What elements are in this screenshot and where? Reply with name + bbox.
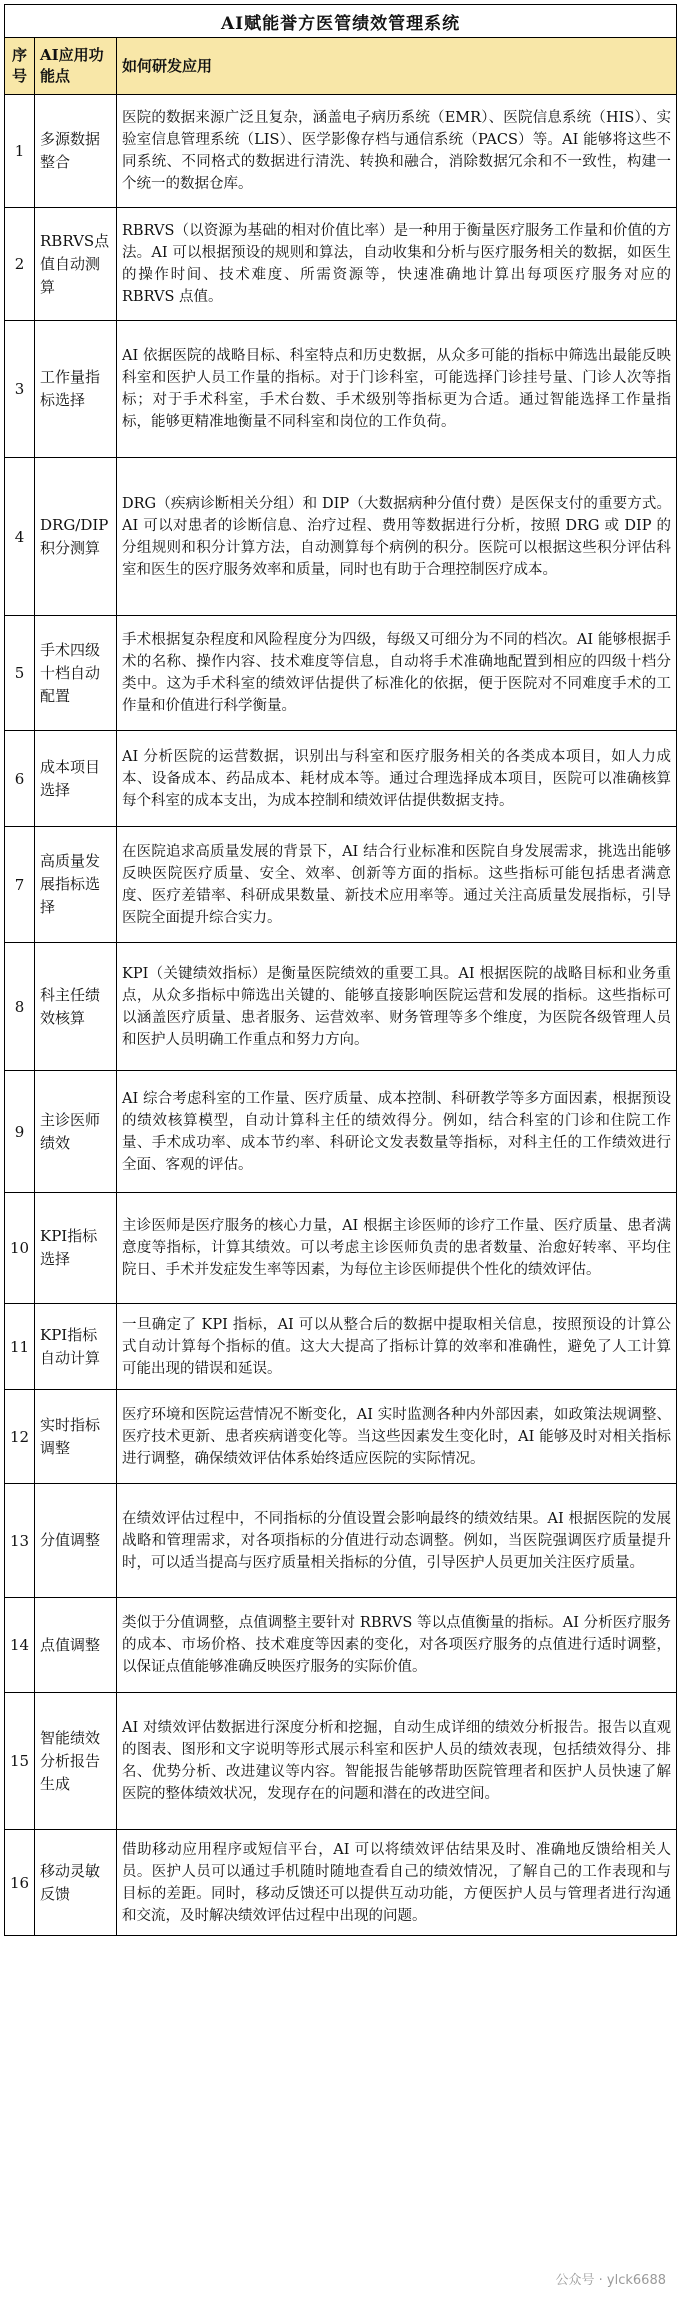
row-function-name: RBRVS点值自动测算 xyxy=(35,208,117,321)
row-number: 14 xyxy=(5,1598,35,1693)
row-number: 4 xyxy=(5,458,35,616)
header-desc: 如何研发应用 xyxy=(117,38,677,95)
table-row xyxy=(5,1390,677,1484)
row-description: AI 综合考虑科室的工作量、医疗质量、成本控制、科研教学等多方面因素，根据预设的绩效核算模型，自动计算科主任的绩效得分。例如，结合科室的门诊和住院工作量、手术成功率、成本节约率、科研论文发表数量等指标，对科主任的工作绩效进行全面、客观的评估。 xyxy=(117,1071,677,1193)
table-row xyxy=(5,1193,677,1304)
table-row xyxy=(5,731,677,827)
row-description: 医疗环境和医院运营情况不断变化，AI 实时监测各种内外部因素，如政策法规调整、医疗技术更新、患者疾病谱变化等。当这些因素发生变化时，AI 能够及时对相关指标进行调整，确保绩效评估体系始终适应医院的实际情况。 xyxy=(117,1390,677,1484)
row-function-name: 手术四级十档自动配置 xyxy=(35,616,117,731)
header-no: 序号 xyxy=(5,38,35,95)
table-row xyxy=(5,1598,677,1693)
row-description: 手术根据复杂程度和风险程度分为四级，每级又可细分为不同的档次。AI 能够根据手术的名称、操作内容、技术难度等信息，自动将手术准确地配置到相应的四级十档分类中。这为手术科室的绩效评估提供了标准化的依据，便于医院对不同难度手术的工作量和价值进行科学衡量。 xyxy=(117,616,677,731)
performance-table-sheet xyxy=(4,4,676,2296)
row-number: 12 xyxy=(5,1390,35,1484)
table-body xyxy=(5,95,677,1936)
row-function-name: 工作量指标选择 xyxy=(35,321,117,458)
table-row xyxy=(5,1304,677,1390)
row-function-name: 成本项目选择 xyxy=(35,731,117,827)
row-number: 7 xyxy=(5,827,35,943)
row-function-name: DRG/DIP积分测算 xyxy=(35,458,117,616)
table-row xyxy=(5,1484,677,1598)
row-number: 8 xyxy=(5,943,35,1071)
table-row xyxy=(5,458,677,616)
table-row xyxy=(5,943,677,1071)
table-header-row xyxy=(5,38,677,95)
row-description: 一旦确定了 KPI 指标，AI 可以从整合后的数据中提取相关信息，按照预设的计算公式自动计算每个指标的值。这大大提高了指标计算的效率和准确性，避免了人工计算可能出现的错误和延误。 xyxy=(117,1304,677,1390)
row-number: 11 xyxy=(5,1304,35,1390)
row-number: 16 xyxy=(5,1830,35,1936)
row-function-name: 分值调整 xyxy=(35,1484,117,1598)
row-number: 1 xyxy=(5,95,35,208)
row-description: AI 依据医院的战略目标、科室特点和历史数据，从众多可能的指标中筛选出最能反映科室和医护人员工作量的指标。对于门诊科室，可能选择门诊挂号量、门诊人次等指标；对于手术科室，手术台数、手术级别等指标更为合适。通过智能选择工作量指标，能够更精准地衡量不同科室和岗位的工作负荷。 xyxy=(117,321,677,458)
row-description: AI 对绩效评估数据进行深度分析和挖掘，自动生成详细的绩效分析报告。报告以直观的图表、图形和文字说明等形式展示科室和医护人员的绩效表现，包括绩效得分、排名、优势分析、改进建议等内容。智能报告能够帮助医院管理者和医护人员快速了解医院的整体绩效状况，发现存在的问题和潜在的改进空间。 xyxy=(117,1693,677,1830)
row-function-name: 主诊医师绩效 xyxy=(35,1071,117,1193)
row-description: 主诊医师是医疗服务的核心力量，AI 根据主诊医师的诊疗工作量、医疗质量、患者满意度等指标，计算其绩效。可以考虑主诊医师负责的患者数量、治愈好转率、平均住院日、手术并发症发生率等因素，为每位主诊医师提供个性化的绩效评估。 xyxy=(117,1193,677,1304)
row-function-name: 智能绩效分析报告生成 xyxy=(35,1693,117,1830)
row-number: 10 xyxy=(5,1193,35,1304)
table-row xyxy=(5,616,677,731)
row-number: 15 xyxy=(5,1693,35,1830)
table-row xyxy=(5,208,677,321)
row-number: 2 xyxy=(5,208,35,321)
watermark: 公众号 · ylck6688 xyxy=(555,2273,666,2288)
row-function-name: 点值调整 xyxy=(35,1598,117,1693)
row-function-name: 高质量发展指标选择 xyxy=(35,827,117,943)
row-number: 3 xyxy=(5,321,35,458)
table-row xyxy=(5,321,677,458)
row-function-name: 移动灵敏反馈 xyxy=(35,1830,117,1936)
row-description: 在医院追求高质量发展的背景下，AI 结合行业标准和医院自身发展需求，挑选出能够反映医院医疗质量、安全、效率、创新等方面的指标。这些指标可能包括患者满意度、医疗差错率、科研成果数量、新技术应用率等。通过关注高质量发展指标，引导医院全面提升综合实力。 xyxy=(117,827,677,943)
row-description: DRG（疾病诊断相关分组）和 DIP（大数据病种分值付费）是医保支付的重要方式。AI 可以对患者的诊断信息、治疗过程、费用等数据进行分析，按照 DRG 或 DIP 的分组规则和积分计算方法，自动测算每个病例的积分。医院可以根据这些积分评估科室和医生的医疗服务效率和质量，同时也有助于合理控制医疗成本。 xyxy=(117,458,677,616)
row-description: KPI（关键绩效指标）是衡量医院绩效的重要工具。AI 根据医院的战略目标和业务重点，从众多指标中筛选出关键的、能够直接影响医院运营和发展的指标。这些指标可以涵盖医疗质量、患者服务、运营效率、财务管理等多个维度，为医院各级管理人员和医护人员明确工作重点和努力方向。 xyxy=(117,943,677,1071)
row-number: 6 xyxy=(5,731,35,827)
row-function-name: 实时指标调整 xyxy=(35,1390,117,1484)
table-row xyxy=(5,1071,677,1193)
table-title: AI赋能誉方医管绩效管理系统 xyxy=(5,5,677,38)
row-function-name: KPI指标自动计算 xyxy=(35,1304,117,1390)
row-description: 在绩效评估过程中，不同指标的分值设置会影响最终的绩效结果。AI 根据医院的发展战略和管理需求，对各项指标的分值进行动态调整。例如，当医院强调医疗质量提升时，可以适当提高与医疗质量相关指标的分值，引导医护人员更加关注医疗质量。 xyxy=(117,1484,677,1598)
table-row xyxy=(5,827,677,943)
row-number: 5 xyxy=(5,616,35,731)
table-row xyxy=(5,95,677,208)
row-function-name: 科主任绩效核算 xyxy=(35,943,117,1071)
table-title-row xyxy=(5,5,677,38)
table-row xyxy=(5,1693,677,1830)
row-number: 9 xyxy=(5,1071,35,1193)
row-description: AI 分析医院的运营数据，识别出与科室和医疗服务相关的各类成本项目，如人力成本、设备成本、药品成本、耗材成本等。通过合理选择成本项目，医院可以准确核算每个科室的成本支出，为成本控制和绩效评估提供数据支持。 xyxy=(117,731,677,827)
table-row xyxy=(5,1830,677,1936)
row-description: RBRVS（以资源为基础的相对价值比率）是一种用于衡量医疗服务工作量和价值的方法。AI 可以根据预设的规则和算法，自动收集和分析与医疗服务相关的数据，如医生的操作时间、技术难度、所需资源等，快速准确地计算出每项医疗服务对应的 RBRVS 点值。 xyxy=(117,208,677,321)
row-description: 借助移动应用程序或短信平台，AI 可以将绩效评估结果及时、准确地反馈给相关人员。医护人员可以通过手机随时随地查看自己的绩效情况，了解自己的工作表现和与目标的差距。同时，移动反馈还可以提供互动功能，方便医护人员与管理者进行沟通和交流，及时解决绩效评估过程中出现的问题。 xyxy=(117,1830,677,1936)
row-description: 类似于分值调整，点值调整主要针对 RBRVS 等以点值衡量的指标。AI 分析医疗服务的成本、市场价格、技术难度等因素的变化，对各项医疗服务的点值进行适时调整，以保证点值能够准确反映医疗服务的实际价值。 xyxy=(117,1598,677,1693)
row-description: 医院的数据来源广泛且复杂，涵盖电子病历系统（EMR）、医院信息系统（HIS）、实验室信息管理系统（LIS）、医学影像存档与通信系统（PACS）等。AI 能够将这些不同系统、不同格式的数据进行清洗、转换和融合，消除数据冗余和不一致性，构建一个统一的数据仓库。 xyxy=(117,95,677,208)
row-function-name: 多源数据整合 xyxy=(35,95,117,208)
header-name: AI应用功能点 xyxy=(35,38,117,95)
row-function-name: KPI指标选择 xyxy=(35,1193,117,1304)
row-number: 13 xyxy=(5,1484,35,1598)
ai-function-table xyxy=(4,4,677,1936)
